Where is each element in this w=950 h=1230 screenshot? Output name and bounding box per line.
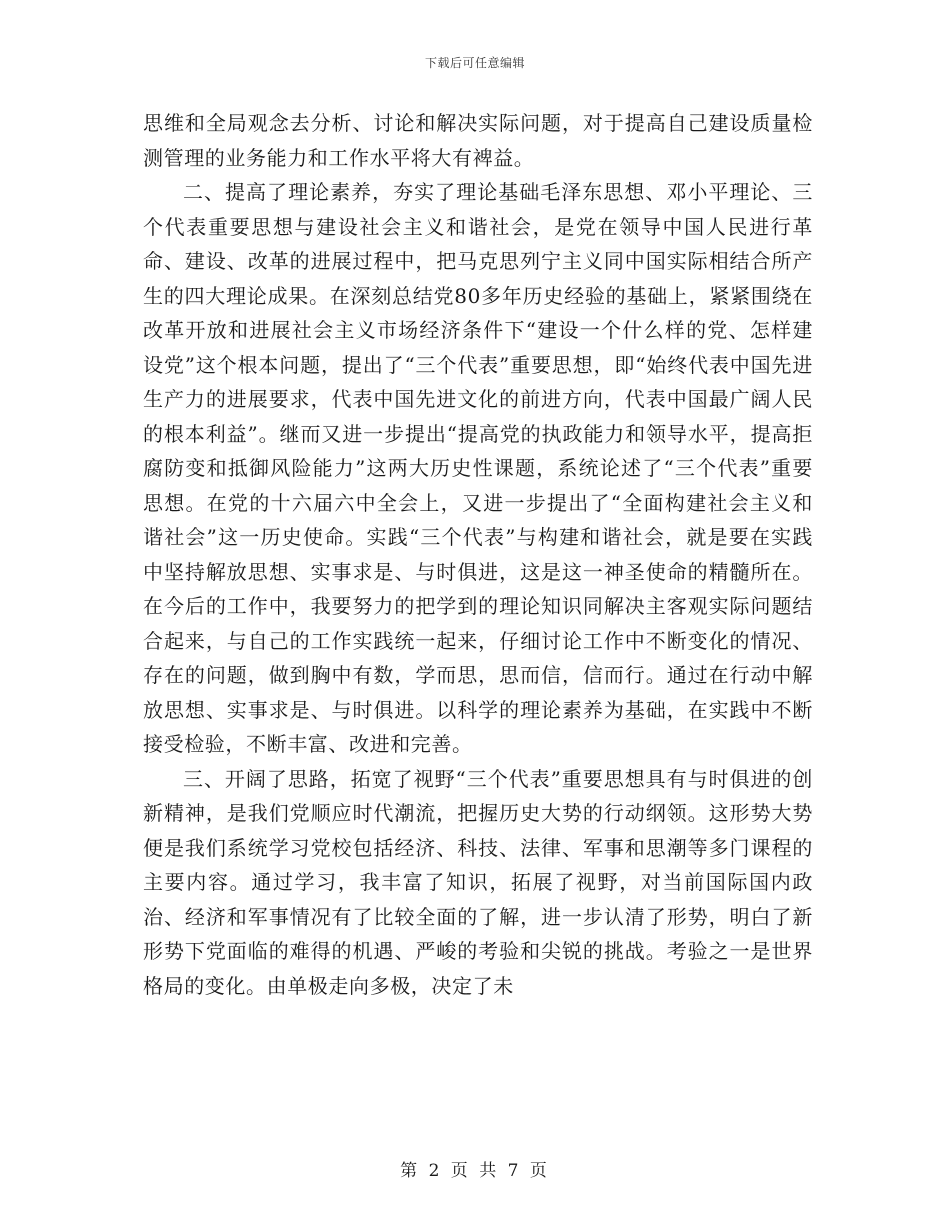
paragraph-continued: 思维和全局观念去分析、讨论和解决实际问题，对于提高自己建设质量检测管理的业务能力和工作水平将大有裨益。 <box>143 111 813 170</box>
header-note: 下载后可任意编辑 <box>424 56 525 70</box>
paragraph-theory: 二、提高了理论素养，夯实了理论基础毛泽东思想、邓小平理论、三个代表重要思想与建设社会主义和谐社会，是党在领导中国人民进行革命、建设、改革的进展过程中，把马克思列宁主义同中国实际相结合所产生的四大理论成果。在深刻总结党80多年历史经验的基础上，紧紧围绕在改革开放和进展社会主义市场经济条件下“建设一个什么样的党、怎样建设党”这个根本问题，提出了“三个代表”重要思想，即“始终代表中国先进生产力的进展要求，代表中国先进文化的前进方向，代表中国最广阔人民的根本利益”。继而又进一步提出“提高党的执政能力和领导水平，提高拒腐防变和抵御风险能力”这两大历史性课题，系统论述了“三个代表”重要思想。在党的十六届六中全会上，又进一步提出了“全面构建社会主义和谐社会”这一历史使命。实践“三个代表”与构建和谐社会，就是要在实践中坚持解放思想、实事求是、与时俱进，这是这一神圣使命的精髓所在。在今后的工作中，我要努力的把学到的理论知识同解决主客观实际问题结合起来，与自己的工作实践统一起来，仔细讨论工作中不断变化的情况、存在的问题，做到胸中有数，学而思，思而信，信而行。通过在行动中解放思想、实事求是、与时俱进。以科学的理论素养为基础，在实践中不断接受检验，不断丰富、改进和完善。 <box>143 180 813 756</box>
page-number: 第 2 页 共 7 页 <box>400 1161 550 1181</box>
body-text <box>143 106 813 1003</box>
paragraph-horizons: 三、开阔了思路，拓宽了视野“三个代表”重要思想具有与时俱进的创新精神，是我们党顺应时代潮流，把握历史大势的行动纲领。这形势大势便是我们系统学习党校包括经济、科技、法律、军事和思潮等多门课程的主要内容。通过学习，我丰富了知识，拓展了视野，对当前国际国内政治、经济和军事情况有了比较全面的了解，进一步认清了形势，明白了新形势下党面临的难得的机遇、严峻的考验和尖锐的挑战。考验之一是世界格局的变化。由单极走向多极，决定了未 <box>143 766 813 998</box>
